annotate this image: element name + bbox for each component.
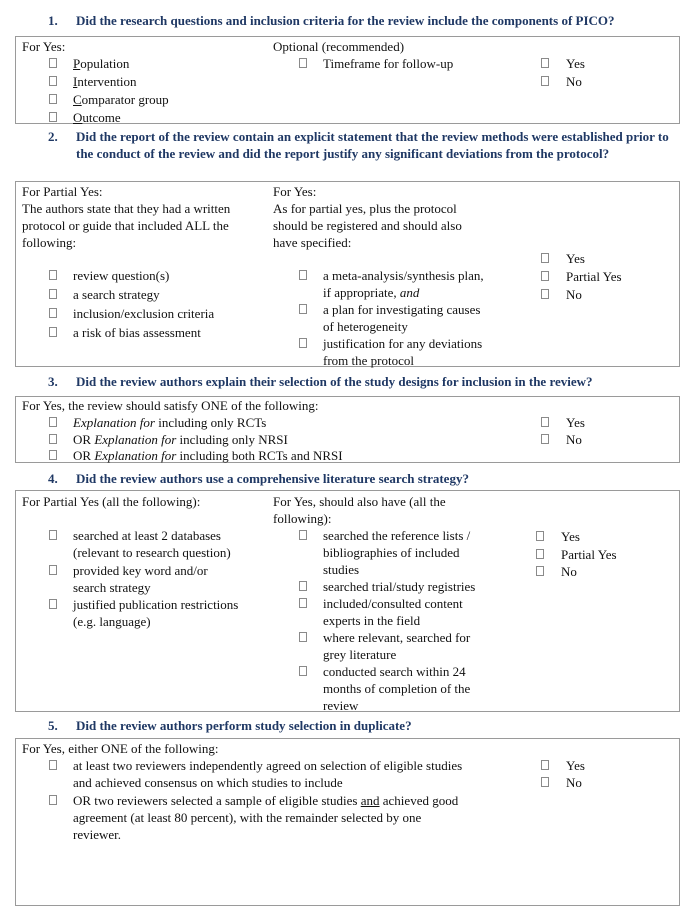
independent-agreement-item: at least two reviewers independently agreed on selection of eligible studies	[73, 758, 463, 773]
question-number: 5.	[48, 718, 58, 733]
search-24-months-checkbox[interactable]	[299, 666, 307, 676]
grey-literature-item: grey literature	[323, 647, 397, 662]
reference-lists-item: bibliographies of included	[323, 545, 460, 560]
heterogeneity-checkbox[interactable]	[299, 304, 307, 314]
reference-lists-item: studies	[323, 562, 360, 577]
pico-intervention-checkbox[interactable]	[49, 76, 57, 86]
timeframe-item: Timeframe for follow-up	[323, 56, 454, 71]
both-rcts-nrsi-checkbox[interactable]	[49, 450, 57, 460]
meta-analysis-checkbox[interactable]	[299, 270, 307, 280]
answer-yes-checkbox[interactable]	[541, 253, 549, 263]
review-question-item: review question(s)	[73, 268, 170, 283]
search-24-months-item: months of completion of the	[323, 681, 471, 696]
pico-outcome: Outcome	[73, 110, 121, 125]
inclusion-criteria-checkbox[interactable]	[49, 308, 57, 318]
answer-partial-yes-checkbox[interactable]	[541, 271, 549, 281]
answer-no-label: No	[566, 775, 582, 790]
grey-literature-item: where relevant, searched for	[323, 630, 471, 645]
for-yes-label: For Yes, should also have (all the	[273, 494, 446, 509]
answer-no-label: No	[566, 287, 582, 302]
independent-agreement-checkbox[interactable]	[49, 760, 57, 770]
publication-restrictions-item: justified publication restrictions	[73, 597, 239, 612]
answer-no-checkbox[interactable]	[541, 76, 549, 86]
timeframe-checkbox[interactable]	[299, 58, 307, 68]
question-title: Did the review authors use a comprehensive literature search strategy?	[76, 471, 469, 486]
question-number: 2.	[48, 129, 58, 144]
pico-comparator-checkbox[interactable]	[49, 94, 57, 104]
independent-agreement-item: and achieved consensus on which studies to include	[73, 775, 343, 790]
answer-yes-label: Yes	[566, 415, 585, 430]
question-number: 4.	[48, 471, 58, 486]
meta-analysis-item: if appropriate, and	[323, 285, 420, 300]
for-yes-text: have specified:	[273, 235, 352, 250]
answer-yes-label: Yes	[566, 251, 585, 266]
question-5-criteria-box	[15, 738, 680, 906]
answer-no-checkbox[interactable]	[541, 777, 549, 787]
question-title: Did the research questions and inclusion criteria for the review include the components of PICO?	[76, 13, 615, 28]
for-yes-label: following):	[273, 511, 332, 526]
answer-partial-yes-label: Partial Yes	[566, 269, 622, 284]
pico-population: Population	[73, 56, 130, 71]
keywords-checkbox[interactable]	[49, 565, 57, 575]
sample-selection-item: OR two reviewers selected a sample of eligible studies and achieved good	[73, 793, 459, 808]
answer-no-label: No	[561, 564, 577, 579]
question-4-criteria-box	[15, 490, 680, 712]
search-24-months-item: review	[323, 698, 359, 713]
grey-literature-checkbox[interactable]	[299, 632, 307, 642]
question-2-criteria-box	[15, 181, 680, 367]
search-strategy-item: a search strategy	[73, 287, 160, 302]
question-number: 1.	[48, 13, 58, 28]
pico-population-checkbox[interactable]	[49, 58, 57, 68]
two-databases-item: searched at least 2 databases	[73, 528, 221, 543]
only-rcts-checkbox[interactable]	[49, 417, 57, 427]
answer-no-checkbox[interactable]	[541, 434, 549, 444]
keywords-item: search strategy	[73, 580, 151, 595]
question-1-criteria-box	[15, 36, 680, 124]
content-experts-item: included/consulted content	[323, 596, 463, 611]
partial-yes-text: following:	[22, 235, 77, 250]
question-3-criteria-box	[15, 396, 680, 463]
answer-yes-label: Yes	[561, 529, 580, 544]
risk-of-bias-checkbox[interactable]	[49, 327, 57, 337]
registries-item: searched trial/study registries	[323, 579, 476, 594]
answer-yes-checkbox[interactable]	[536, 531, 544, 541]
pico-outcome-checkbox[interactable]	[49, 112, 57, 122]
sample-selection-item: reviewer.	[73, 827, 122, 842]
partial-yes-label: For Partial Yes:	[22, 184, 103, 199]
content-experts-checkbox[interactable]	[299, 598, 307, 608]
answer-no-label: No	[566, 432, 582, 447]
pico-comparator: Comparator group	[73, 92, 169, 107]
answer-yes-label: Yes	[566, 758, 585, 773]
question-title: Did the report of the review contain an explicit statement that the review methods were established prior to the conduct of the review and did the report justify any significant deviations from the protocol?	[76, 129, 669, 161]
deviations-item: from the protocol	[323, 353, 414, 368]
for-yes-text: As for partial yes, plus the protocol	[273, 201, 457, 216]
heterogeneity-item: a plan for investigating causes	[323, 302, 481, 317]
answer-no-label: No	[566, 74, 582, 89]
answer-partial-yes-label: Partial Yes	[561, 547, 617, 562]
registries-checkbox[interactable]	[299, 581, 307, 591]
two-databases-checkbox[interactable]	[49, 530, 57, 540]
two-databases-item: (relevant to research question)	[73, 545, 231, 560]
answer-no-checkbox[interactable]	[541, 289, 549, 299]
answer-partial-yes-checkbox[interactable]	[536, 549, 544, 559]
answer-yes-checkbox[interactable]	[541, 760, 549, 770]
for-yes-label: For Yes:	[22, 39, 66, 54]
answer-yes-label: Yes	[566, 56, 585, 71]
question-title: Did the review authors perform study selection in duplicate?	[76, 718, 412, 733]
reference-lists-checkbox[interactable]	[299, 530, 307, 540]
sample-selection-checkbox[interactable]	[49, 795, 57, 805]
only-nrsi-item: OR Explanation for including only NRSI	[73, 432, 288, 447]
only-nrsi-checkbox[interactable]	[49, 434, 57, 444]
answer-yes-checkbox[interactable]	[541, 58, 549, 68]
inclusion-criteria-item: inclusion/exclusion criteria	[73, 306, 215, 321]
for-yes-text: should be registered and should also	[273, 218, 462, 233]
search-strategy-checkbox[interactable]	[49, 289, 57, 299]
question-2-heading	[0, 128, 692, 180]
keywords-item: provided key word and/or	[73, 563, 208, 578]
for-yes-label: For Yes, the review should satisfy ONE of the following:	[22, 398, 319, 413]
reference-lists-item: searched the reference lists /	[323, 528, 471, 543]
meta-analysis-item: a meta-analysis/synthesis plan,	[323, 268, 484, 283]
sample-selection-item: agreement (at least 80 percent), with the remainder selected by one	[73, 810, 422, 825]
for-yes-label: For Yes:	[273, 184, 317, 199]
question-title: Did the review authors explain their selection of the study designs for inclusion in the review?	[76, 374, 593, 389]
deviations-item: justification for any deviations	[323, 336, 483, 351]
for-yes-label: For Yes, either ONE of the following:	[22, 741, 219, 756]
deviations-checkbox[interactable]	[299, 338, 307, 348]
question-number: 3.	[48, 374, 58, 389]
review-question-checkbox[interactable]	[49, 270, 57, 280]
partial-yes-label: For Partial Yes (all the following):	[22, 494, 201, 509]
content-experts-item: experts in the field	[323, 613, 421, 628]
publication-restrictions-checkbox[interactable]	[49, 599, 57, 609]
partial-yes-text: The authors state that they had a written	[22, 201, 231, 216]
only-rcts-item: Explanation for including only RCTs	[73, 415, 267, 430]
both-rcts-nrsi-item: OR Explanation for including both RCTs and NRSI	[73, 448, 343, 463]
answer-yes-checkbox[interactable]	[541, 417, 549, 427]
optional-label: Optional (recommended)	[273, 39, 405, 54]
heterogeneity-item: of heterogeneity	[323, 319, 408, 334]
search-24-months-item: conducted search within 24	[323, 664, 466, 679]
risk-of-bias-item: a risk of bias assessment	[73, 325, 201, 340]
answer-no-checkbox[interactable]	[536, 566, 544, 576]
pico-intervention: Intervention	[73, 74, 137, 89]
partial-yes-text: protocol or guide that included ALL the	[22, 218, 229, 233]
publication-restrictions-item: (e.g. language)	[73, 614, 151, 629]
